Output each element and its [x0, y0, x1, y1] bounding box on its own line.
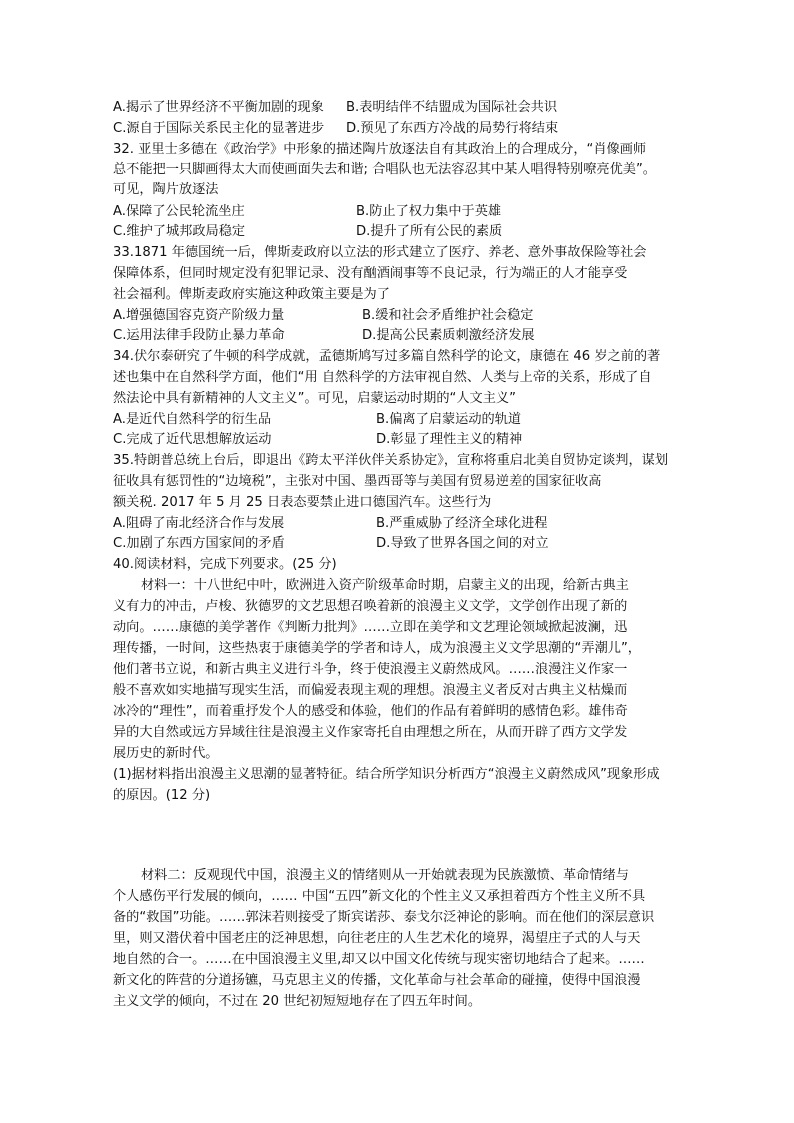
- material-2-line: 个人感伤平行发展的倾向，…… 中国“五四”新文化的个性主义又承担着西方个性主义所不具: [113, 889, 646, 904]
- q33-stem-line: 社会福利。俾斯麦政府实施这种政策主要是为了: [113, 287, 390, 302]
- q32-stem-line: 32. 亚里士多德在《政治学》中形象的描述陶片放逐法自有其政治上的合理成分，“肖像画师: [113, 142, 647, 157]
- material-1-line: 义有力的冲击，卢梭、狄德罗的文艺思想召唤着新的浪漫主义文学，文学创作出现了新的: [113, 599, 628, 614]
- q33-option-b: B.缓和社会矛盾维护社会稳定: [362, 308, 534, 323]
- material-2-line: 材料二：反观现代中国，浪漫主义的情绪则从一开始就表现为民族激愤、革命情绪与: [141, 868, 629, 883]
- q31-option-c: C.源自于国际关系民主化的显著进步: [113, 121, 325, 136]
- q32-option-d: D.提升了所有公民的素质: [356, 224, 503, 239]
- q31-option-d: D.预见了东西方冷战的局势行将结束: [346, 121, 559, 136]
- q34-stem-line: 述也集中在自然科学方面，他们“用 自然科学的方法审视自然、人类与上帝的关系，形成了自: [113, 370, 652, 385]
- q34-stem-line: 然法论中具有新精神的人文主义”。可见，启蒙运动时期的“人文主义”: [113, 391, 516, 406]
- q35-option-b: B.严重威胁了经济全球化进程: [376, 516, 548, 531]
- material-2-line: 新文化的阵营的分道扬镳，马克思主义的传播，文化革命与社会革命的碰撞，使得中国浪漫: [113, 973, 641, 988]
- q34-option-b: B.偏离了启蒙运动的轨道: [376, 412, 522, 427]
- q34-option-a: A.是近代自然科学的衍生品: [113, 412, 272, 427]
- q32-stem-line: 总不能把一只脚画得太大而使画面失去和谐; 合唱队也无法容忍其中某人唱得特别嘹亮优美”。: [113, 162, 656, 177]
- q34-option-c: C.完成了近代思想解放运动: [113, 432, 272, 447]
- material-2-line: 地自然的合一。……在中国浪漫主义里,却又以中国文化传统与现实密切地结合了起来。……: [113, 952, 645, 967]
- material-1-line: 般不喜欢如实地描写现实生活，而偏爱表现主观的理想。浪漫主义者反对古典主义枯燥而: [113, 683, 628, 698]
- material-2-line: 主义文学的倾向，不过在 20 世纪初短短地存在了四五年时间。: [113, 994, 482, 1009]
- material-2-line: 里，则又潜伏着中国老庄的泛神思想，向往老庄的人生艺术化的境界，渴望庄子式的人与天: [113, 931, 641, 946]
- q32-option-c: C.维护了城邦政局稳定: [113, 224, 246, 239]
- q33-stem-line: 保障体系，但同时规定没有犯罪记录、没有酗酒闹事等不良记录，行为端正的人才能享受: [113, 266, 628, 281]
- q35-stem-line: 额关税. 2017 年 5 月 25 日表态要禁止进口德国汽车。这些行为: [113, 495, 492, 510]
- material-1-line: 动向。……康德的美学著作《判断力批判》……立即在美学和文艺理论领域掀起波澜，迅: [113, 620, 628, 635]
- material-1-line: 展历史的新时代。: [113, 746, 219, 761]
- q32-option-b: B.防止了权力集中于英雄: [356, 204, 502, 219]
- q34-option-d: D.彰显了理性主义的精神: [376, 432, 523, 447]
- q33-option-c: C.运用法律手段防止暴力革命: [113, 328, 285, 343]
- question-1-line: (1)据材料指出浪漫主义思潮的显著特征。结合所学知识分析西方“浪漫主义蔚然成风”现象形成: [113, 767, 660, 782]
- q35-option-c: C.加剧了东西方国家间的矛盾: [113, 536, 285, 551]
- q40-heading: 40.阅读材料，完成下列要求。(25 分): [113, 557, 337, 572]
- q35-option-d: D.导致了世界各国之间的对立: [376, 536, 549, 551]
- material-2-line: 备的“救国”功能。……郭沫若则接受了斯宾诺莎、泰戈尔泛神论的影响。而在他们的深层意识: [113, 910, 655, 925]
- q35-stem-line: 征收具有惩罚性的“边境税”，主张对中国、墨西哥等与美国有贸易逆差的国家征收高: [113, 474, 602, 489]
- q31-option-b: B.表明结伴不结盟成为国际社会共识: [346, 100, 558, 115]
- q34-stem-line: 34.伏尔泰研究了牛顿的科学成就，孟德斯鸠写过多篇自然科学的论文，康德在 46 岁之前的著: [113, 349, 661, 364]
- material-1-line: 他们著书立说，和新古典主义进行斗争，终于使浪漫主义蔚然成风。……浪漫注义作家一: [113, 662, 628, 677]
- material-1-line: 材料一：十八世纪中叶，欧洲进入资产阶级革命时期，启蒙主义的出现，给新古典主: [141, 578, 629, 593]
- material-1-line: 理传播，一时间，这些热衷于康德美学的学者和诗人，成为浪漫主义文学思潮的“弄潮儿”，: [113, 641, 641, 656]
- q35-stem-line: 35.特朗普总统上台后，即退出《跨太平洋伙伴关系协定》，宣称将重启北美自贸协定谈判，谋划: [113, 453, 669, 468]
- question-1-line: 的原因。(12 分): [113, 788, 211, 803]
- q33-option-a: A.增强德国容克资产阶级力量: [113, 308, 285, 323]
- q32-stem-line: 可见，陶片放逐法: [113, 182, 219, 197]
- q31-option-a: A.揭示了世界经济不平衡加剧的现象: [113, 100, 324, 115]
- q32-option-a: A.保障了公民轮流坐庄: [113, 204, 245, 219]
- q33-option-d: D.提高公民素质刺激经济发展: [362, 328, 535, 343]
- q33-stem-line: 33.1871 年德国统一后，俾斯麦政府以立法的形式建立了医疗、养老、意外事故保险等社会: [113, 245, 647, 260]
- material-1-line: 异的大自然或远方异域往往是浪漫主义作家寄托自由理想之所在，从而开辟了西方文学发: [113, 725, 628, 740]
- q35-option-a: A.阻碍了南北经济合作与发展: [113, 516, 285, 531]
- material-1-line: 冰冷的“理性”，而着重抒发个人的感受和体验，他们的作品有着鲜明的感情色彩。雄伟奇: [113, 704, 628, 719]
